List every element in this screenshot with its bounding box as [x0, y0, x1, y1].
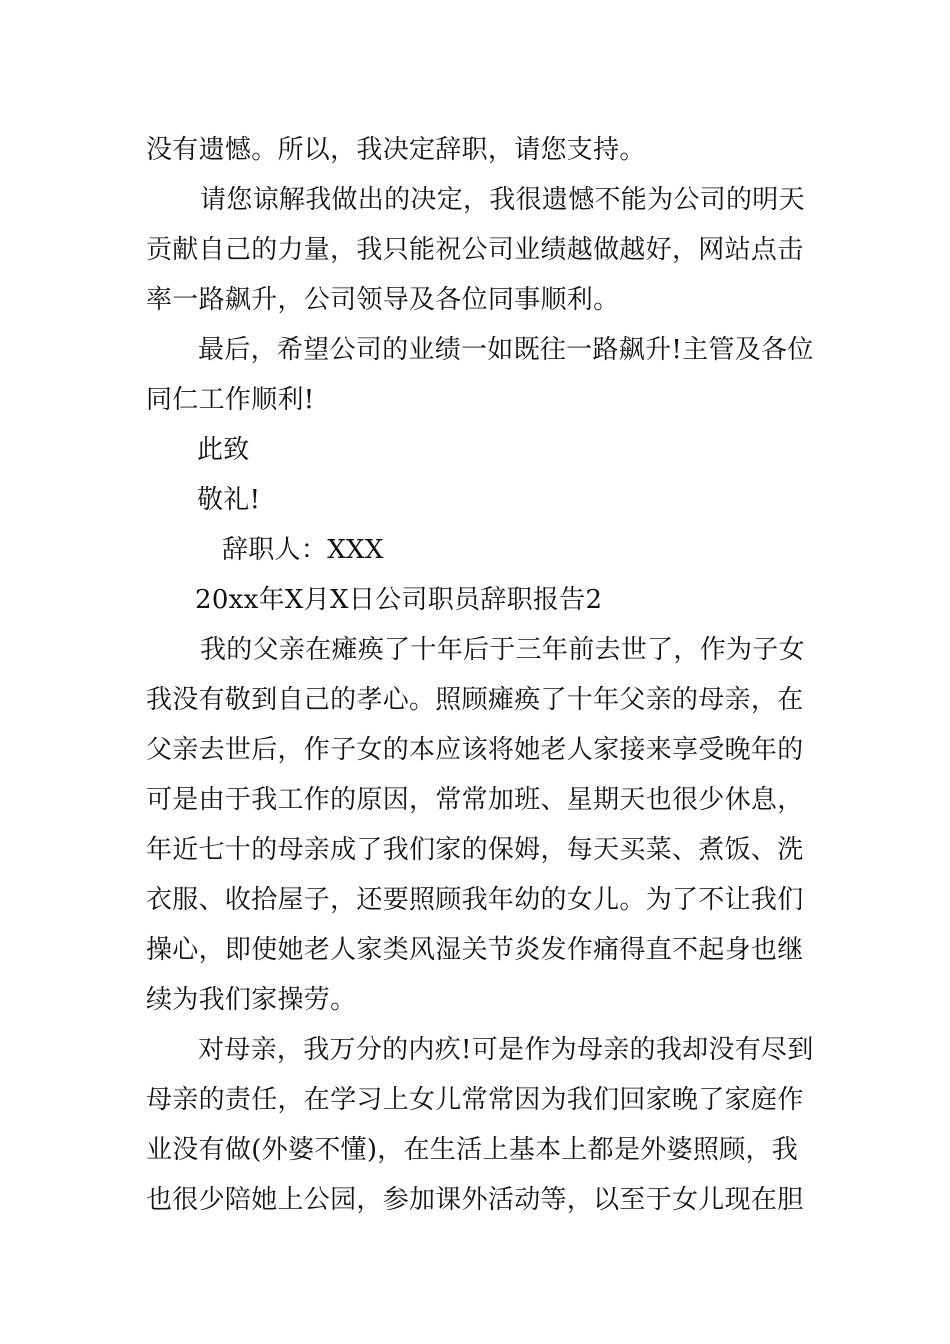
text-line: 率一路飙升，公司领导及各位同事顺利。: [146, 285, 620, 315]
paragraph-start-line: 对母亲，我万分的内疚!可是作为母亲的我却没有尽到: [198, 1035, 814, 1065]
text-line: 同仁工作顺利!: [146, 385, 315, 415]
text-line: 操心，即使她老人家类风湿关节炎发作痛得直不起身也继: [146, 935, 804, 965]
text-line: 也很少陪她上公园，参加课外活动等，以至于女儿现在胆: [146, 1185, 804, 1215]
text-line: 年近七十的母亲成了我们家的保姆，每天买菜、煮饭、洗: [146, 835, 804, 865]
paragraph-start-line: 请您谅解我做出的决定，我很遗憾不能为公司的明天: [200, 185, 805, 215]
text-line: 贡献自己的力量，我只能祝公司业绩越做越好，网站点击: [146, 235, 804, 265]
text-line: 可是由于我工作的原因，常常加班、星期天也很少休息，: [146, 785, 804, 815]
text-line: 业没有做(外婆不懂)，在生活上基本上都是外婆照顾，我: [146, 1135, 799, 1165]
text-line: 我没有敬到自己的孝心。照顾瘫痪了十年父亲的母亲，在: [146, 685, 804, 715]
paragraph-start-line: 最后，希望公司的业绩一如既往一路飙升!主管及各位: [198, 335, 814, 365]
text-line: 没有遗憾。所以，我决定辞职，请您支持。: [146, 135, 646, 165]
closing-regards: 敬礼!: [197, 485, 261, 515]
closing-salutation: 此致: [197, 435, 250, 465]
text-line: 续为我们家操劳。: [146, 985, 357, 1015]
text-line: 衣服、收拾屋子，还要照顾我年幼的女儿。为了不让我们: [146, 885, 804, 915]
text-line: 父亲去世后，作子女的本应该将她老人家接来享受晚年的: [146, 735, 804, 765]
paragraph-start-line: 我的父亲在瘫痪了十年后于三年前去世了，作为子女: [200, 635, 805, 665]
section-heading: 20xx年X月X日公司职员辞职报告2: [195, 585, 603, 615]
signature-line: 辞职人：XXX: [222, 535, 384, 565]
text-line: 母亲的责任，在学习上女儿常常因为我们回家晚了家庭作: [146, 1085, 804, 1115]
